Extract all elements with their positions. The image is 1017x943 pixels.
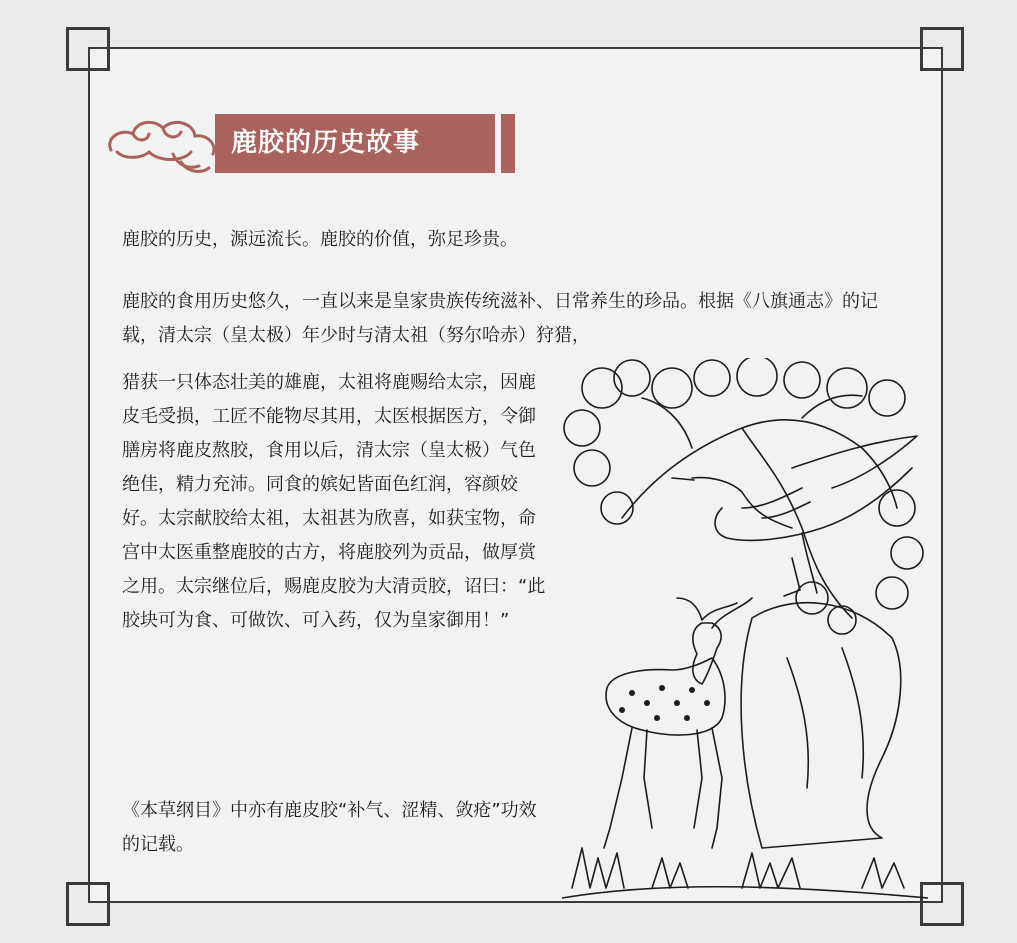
corner-ornament-bottom-left bbox=[66, 882, 110, 926]
bencao-paragraph: 《本草纲目》中亦有鹿皮胶“补气、涩精、敛疮”功效的记载。 bbox=[122, 800, 537, 855]
history-paragraph-top: 鹿胶的食用历史悠久，一直以来是皇家贵族传统滋补、日常养生的珍品。根据《八旗通志》的记载，清太宗（皇太极）年少时与清太祖（努尔哈赤）狩猎， bbox=[122, 291, 878, 346]
title-accent-bar bbox=[501, 114, 515, 173]
grass bbox=[562, 848, 928, 898]
crane-and-deer-ink-illustration bbox=[562, 358, 928, 900]
deer bbox=[604, 598, 752, 848]
history-paragraph-body: 猎获一只体态壮美的雄鹿，太祖将鹿赐给太宗，因鹿皮毛受损，工匠不能物尽其用，太医根据医方，令御膳房将鹿皮熬胶，食用以后，清太宗（皇太极）气色绝佳，精力充沛。同食的嫔妃皆面色红润，容颜姣好。太宗献胶给太祖，太祖甚为欣喜，如获宝物，命宫中太医重整鹿胶的古方，将鹿胶列为贡品，做厚赏之用。太宗继位后，赐鹿皮胶为大清贡胶，诏曰：“此胶块可为食、可做饮、可入药，仅为皇家御用！” bbox=[122, 372, 546, 631]
corner-ornament-top-left bbox=[66, 27, 110, 71]
corner-ornament-top-right bbox=[920, 27, 964, 71]
deer-spots bbox=[619, 685, 710, 721]
page-title: 鹿胶的历史故事 bbox=[215, 114, 495, 173]
auspicious-cloud-icon bbox=[103, 112, 223, 178]
tree-foliage bbox=[564, 358, 923, 634]
intro-paragraph: 鹿胶的历史，源远流长。鹿胶的价值，弥足珍贵。 bbox=[122, 229, 518, 250]
section-header bbox=[103, 112, 523, 178]
